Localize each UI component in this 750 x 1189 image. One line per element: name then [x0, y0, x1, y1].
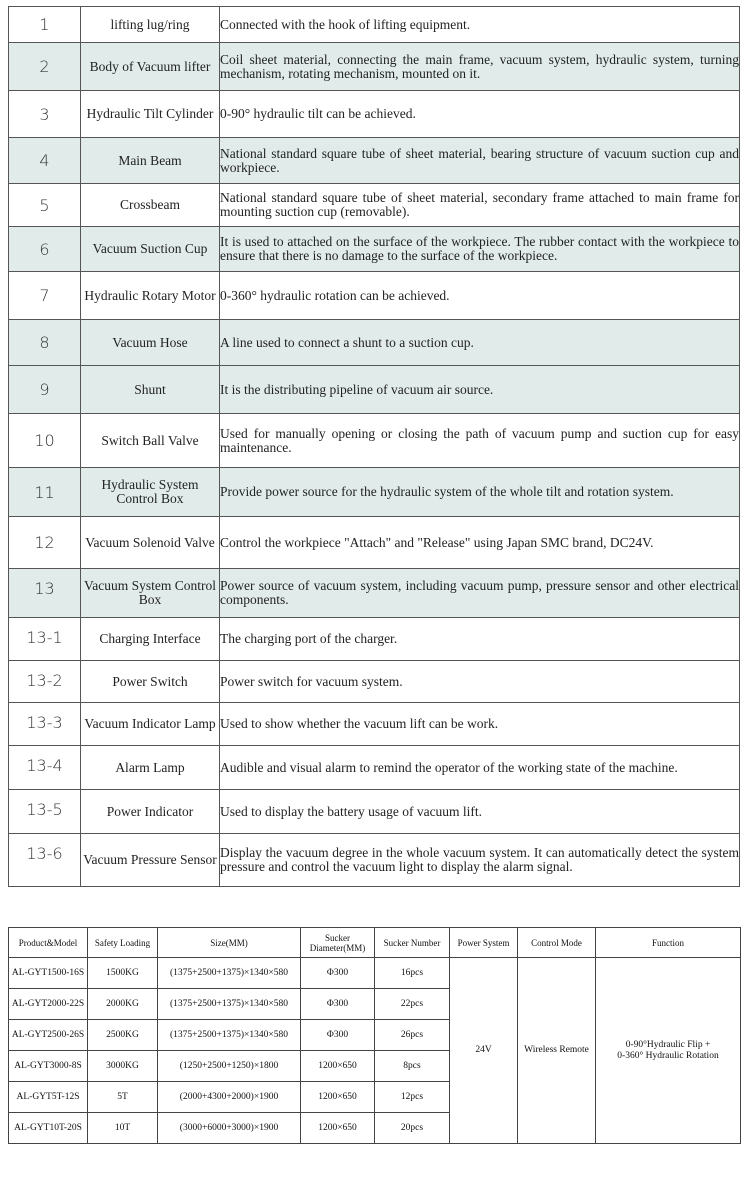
- part-name: Vacuum Solenoid Valve: [81, 517, 220, 569]
- part-name: Shunt: [81, 366, 220, 414]
- model-load: 2500KG: [88, 1020, 158, 1051]
- parts-row: [9, 227, 740, 272]
- function-cell: [596, 958, 741, 1144]
- part-name: Body of Vacuum lifter: [81, 43, 220, 91]
- model-size: (1375+2500+1375)×1340×580: [158, 958, 301, 989]
- part-description: National standard square tube of sheet material, bearing structure of vacuum suction cup and workpiece.: [220, 138, 740, 184]
- part-description: It is the distributing pipeline of vacuum air source.: [220, 366, 740, 414]
- parts-row: [9, 569, 740, 618]
- part-number: 7: [9, 272, 81, 320]
- part-description: Display the vacuum degree in the whole vacuum system. It can automatically detect the system pressure and control the vacuum light to display the alarm signal.: [220, 834, 740, 887]
- part-name: Switch Ball Valve: [81, 414, 220, 468]
- model-load: 3000KG: [88, 1051, 158, 1082]
- parts-row: [9, 366, 740, 414]
- part-name: Vacuum Suction Cup: [81, 227, 220, 272]
- model-name: AL-GYT2500-26S: [9, 1020, 88, 1051]
- parts-row: [9, 618, 740, 661]
- part-description: A line used to connect a shunt to a suction cup.: [220, 320, 740, 366]
- model-number: 12pcs: [375, 1082, 450, 1113]
- part-name: Charging Interface: [81, 618, 220, 661]
- control-mode: Wireless Remote: [518, 958, 596, 1144]
- part-description: Power source of vacuum system, including vacuum pump, pressure sensor and other electrical components.: [220, 569, 740, 618]
- model-load: 5T: [88, 1082, 158, 1113]
- header-power-system: Power System: [450, 928, 518, 958]
- part-name: Hydraulic System Control Box: [81, 468, 220, 517]
- part-name: Crossbeam: [81, 184, 220, 227]
- part-number: 13-3: [9, 703, 81, 746]
- part-number: 9: [9, 366, 81, 414]
- part-description: National standard square tube of sheet material, secondary frame attached to main frame for mounting suction cup (removable).: [220, 184, 740, 227]
- model-name: AL-GYT10T-20S: [9, 1113, 88, 1144]
- model-number: 8pcs: [375, 1051, 450, 1082]
- part-number: 13-6: [9, 834, 81, 887]
- part-description: Provide power source for the hydraulic system of the whole tilt and rotation system.: [220, 468, 740, 517]
- power-system: 24V: [450, 958, 518, 1144]
- part-name: Vacuum Pressure Sensor: [81, 834, 220, 887]
- model-size: (3000+6000+3000)×1900: [158, 1113, 301, 1144]
- model-diameter: 1200×650: [301, 1051, 375, 1082]
- part-name: Power Switch: [81, 661, 220, 703]
- part-number: 13-4: [9, 746, 81, 790]
- parts-row: [9, 414, 740, 468]
- part-name: Vacuum System Control Box: [81, 569, 220, 618]
- model-load: 1500KG: [88, 958, 158, 989]
- parts-row: [9, 790, 740, 834]
- part-number: 11: [9, 468, 81, 517]
- parts-row: [9, 468, 740, 517]
- model-load: 2000KG: [88, 989, 158, 1020]
- model-diameter: Φ300: [301, 989, 375, 1020]
- parts-row: [9, 184, 740, 227]
- function-line: 0-90°Hydraulic Flip +: [625, 1039, 711, 1050]
- part-description: It is used to attached on the surface of the workpiece. The rubber contact with the workpiece to ensure that there is no damage to the surface of the workpiece.: [220, 227, 740, 272]
- model-number: 20pcs: [375, 1113, 450, 1144]
- model-load: 10T: [88, 1113, 158, 1144]
- parts-row: [9, 320, 740, 366]
- part-number: 5: [9, 184, 81, 227]
- part-name: Alarm Lamp: [81, 746, 220, 790]
- parts-row: [9, 746, 740, 790]
- part-name: Hydraulic Tilt Cylinder: [81, 91, 220, 138]
- part-number: 13-5: [9, 790, 81, 834]
- part-name: lifting lug/ring: [81, 7, 220, 43]
- part-name: Vacuum Hose: [81, 320, 220, 366]
- header-function: Function: [596, 928, 741, 958]
- parts-row: [9, 43, 740, 91]
- parts-row: [9, 703, 740, 746]
- part-name: Hydraulic Rotary Motor: [81, 272, 220, 320]
- model-row: [9, 958, 741, 989]
- part-name: Power Indicator: [81, 790, 220, 834]
- header-safety-loading: Safety Loading: [88, 928, 158, 958]
- part-number: 13-2: [9, 661, 81, 703]
- model-number: 26pcs: [375, 1020, 450, 1051]
- part-description: Connected with the hook of lifting equipment.: [220, 7, 740, 43]
- model-diameter: 1200×650: [301, 1082, 375, 1113]
- part-number: 12: [9, 517, 81, 569]
- part-description: Coil sheet material, connecting the main frame, vacuum system, hydraulic system, turning mechanism, rotating mechanism, mounted on it.: [220, 43, 740, 91]
- part-number: 4: [9, 138, 81, 184]
- parts-row: [9, 661, 740, 703]
- part-number: 2: [9, 43, 81, 91]
- part-description: 0-360° hydraulic rotation can be achieved.: [220, 272, 740, 320]
- part-number: 8: [9, 320, 81, 366]
- model-size: (1250+2500+1250)×1800: [158, 1051, 301, 1082]
- part-number: 13: [9, 569, 81, 618]
- models-header-row: [9, 928, 741, 958]
- parts-row: [9, 138, 740, 184]
- part-number: 13-1: [9, 618, 81, 661]
- model-name: AL-GYT1500-16S: [9, 958, 88, 989]
- model-diameter: 1200×650: [301, 1113, 375, 1144]
- parts-row: [9, 91, 740, 138]
- part-description: Control the workpiece "Attach" and "Release" using Japan SMC brand, DC24V.: [220, 517, 740, 569]
- model-number: 16pcs: [375, 958, 450, 989]
- part-description: Audible and visual alarm to remind the operator of the working state of the machine.: [220, 746, 740, 790]
- model-name: AL-GYT2000-22S: [9, 989, 88, 1020]
- part-name: Main Beam: [81, 138, 220, 184]
- header-control-mode: Control Mode: [518, 928, 596, 958]
- header-model: Product&Model: [9, 928, 88, 958]
- model-number: 22pcs: [375, 989, 450, 1020]
- part-description: Power switch for vacuum system.: [220, 661, 740, 703]
- models-table: [8, 927, 741, 1144]
- part-description: Used for manually opening or closing the path of vacuum pump and suction cup for easy maintenance.: [220, 414, 740, 468]
- parts-table: [8, 6, 740, 887]
- part-description: The charging port of the charger.: [220, 618, 740, 661]
- part-number: 10: [9, 414, 81, 468]
- parts-row: [9, 7, 740, 43]
- part-description: Used to display the battery usage of vacuum lift.: [220, 790, 740, 834]
- function-line: 0-360° Hydraulic Rotation: [617, 1050, 719, 1061]
- header-size: Size(MM): [158, 928, 301, 958]
- header-sucker-number: Sucker Number: [375, 928, 450, 958]
- part-number: 1: [9, 7, 81, 43]
- parts-row: [9, 272, 740, 320]
- header-sucker-diameter: Sucker Diameter(MM): [301, 928, 375, 958]
- model-diameter: Φ300: [301, 1020, 375, 1051]
- part-name: Vacuum Indicator Lamp: [81, 703, 220, 746]
- part-description: 0-90° hydraulic tilt can be achieved.: [220, 91, 740, 138]
- model-size: (1375+2500+1375)×1340×580: [158, 989, 301, 1020]
- part-number: 3: [9, 91, 81, 138]
- model-name: AL-GYT3000-8S: [9, 1051, 88, 1082]
- part-description: Used to show whether the vacuum lift can be work.: [220, 703, 740, 746]
- parts-row: [9, 834, 740, 887]
- part-number: 6: [9, 227, 81, 272]
- model-name: AL-GYT5T-12S: [9, 1082, 88, 1113]
- model-diameter: Φ300: [301, 958, 375, 989]
- model-size: (2000+4300+2000)×1900: [158, 1082, 301, 1113]
- model-size: (1375+2500+1375)×1340×580: [158, 1020, 301, 1051]
- parts-row: [9, 517, 740, 569]
